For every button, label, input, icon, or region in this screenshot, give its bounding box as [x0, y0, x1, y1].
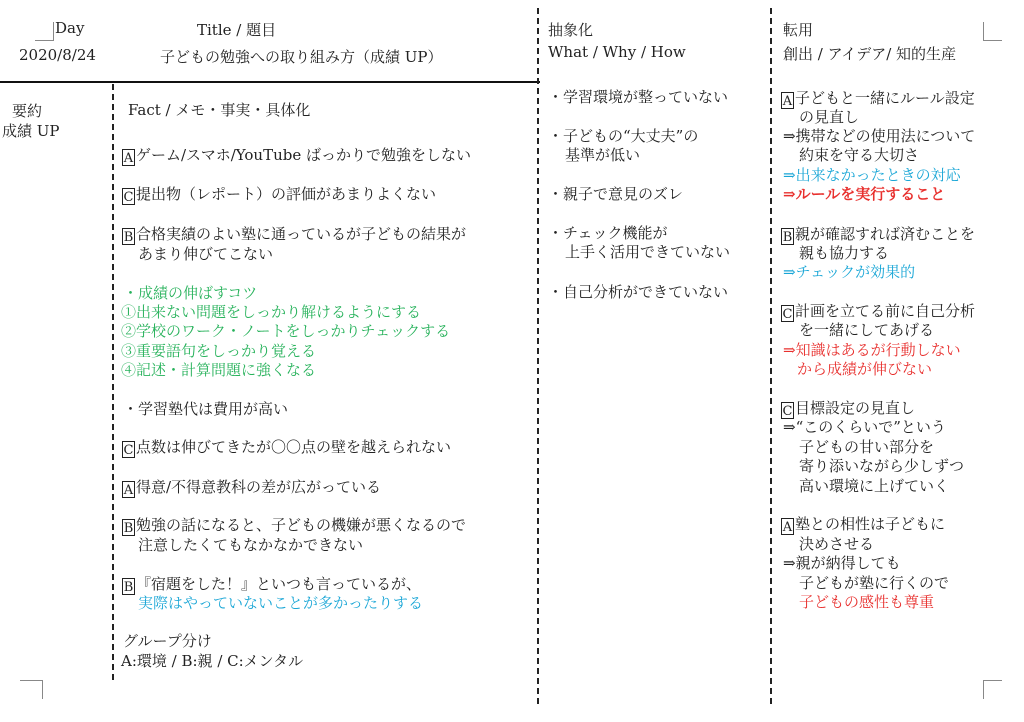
transfer-text-emphasis: ⇒ルールを実行すること	[783, 185, 946, 203]
transfer-heading: 転用	[783, 21, 814, 39]
transfer-subheading: 創出 / アイデア/ 知的生産	[783, 45, 957, 63]
group-tag: C	[782, 404, 793, 419]
transfer-text: 子どもが塾に行くので	[799, 574, 950, 592]
transfer-text: を一緒にしてあげる	[799, 321, 935, 339]
summary-divider	[112, 84, 114, 680]
abstract-item-continued: 基準が低い	[565, 146, 641, 164]
group-tag: B	[123, 230, 134, 245]
tip-item: ④記述・計算問題に強くなる	[121, 361, 317, 379]
fact-text-highlight: 実際はやっていないことが多かったりする	[138, 594, 424, 612]
transfer-text: 約束を守る大切さ	[799, 146, 920, 164]
fact-text-continued: 注意したくてもなかなかできない	[138, 536, 364, 554]
abstract-subheading: What / Why / How	[548, 43, 686, 61]
transfer-text: ⇒携帯などの使用法について	[783, 127, 976, 145]
tip-item: ③重要語句をしっかり覚える	[121, 342, 317, 360]
summary-text: 成績 UP	[2, 122, 60, 140]
transfer-text-highlight: 子どもの感性も尊重	[799, 593, 935, 611]
abstract-item: ・親子で意見のズレ	[548, 185, 684, 203]
transfer-item	[781, 88, 975, 109]
fact-item	[122, 437, 451, 458]
group-label: グループ分け	[123, 632, 212, 650]
transfer-item	[781, 301, 975, 322]
fact-item	[122, 515, 466, 536]
tip-item: ①出来ない問題をしっかり解けるようにする	[121, 303, 422, 321]
transfer-text: 計画を立てる前に自己分析	[795, 302, 976, 320]
abstract-item: ・チェック機能が	[548, 224, 668, 242]
transfer-text: 決めさせる	[799, 535, 875, 553]
transfer-text: ⇒親が納得しても	[783, 554, 901, 572]
crop-mark-bottom-right	[983, 680, 1002, 699]
transfer-text: 親も協力する	[799, 244, 890, 262]
page-title: 子どもの勉強への取り組み方（成績 UP）	[160, 48, 443, 66]
date-value: 2020/8/24	[19, 46, 96, 64]
group-tag: C	[123, 190, 134, 205]
group-text: A:環境 / B:親 / C:メンタル	[121, 652, 304, 670]
transfer-text-highlight: から成績が伸びない	[797, 360, 933, 378]
tip-item: ②学校のワーク・ノートをしっかりチェックする	[121, 322, 451, 340]
fact-text: 合格実績のよい塾に通っているが子どもの結果が	[136, 225, 467, 243]
group-tag: C	[782, 307, 793, 322]
title-label: Title / 題目	[197, 21, 277, 39]
fact-item	[122, 477, 381, 498]
transfer-text: 子どもと一緒にルール設定	[795, 89, 975, 107]
fact-text: 得意/不得意教科の差が広がっている	[136, 478, 382, 496]
day-label: Day	[55, 19, 85, 37]
transfer-item	[781, 224, 975, 245]
fact-text: 勉強の話になると、子どもの機嫌が悪くなるので	[136, 516, 467, 534]
transfer-text: 塾との相性は子どもに	[795, 515, 946, 533]
group-tag: A	[782, 94, 793, 109]
group-tag: B	[123, 521, 134, 536]
fact-text: 『宿題をした！』といつも言っているが、	[136, 575, 422, 593]
transfer-text: 子どもの甘い部分を	[799, 438, 935, 456]
header-divider	[0, 81, 540, 83]
group-tag: C	[123, 443, 134, 458]
group-tag: A	[123, 151, 134, 166]
transfer-text: 寄り添いながら少しずつ	[799, 457, 965, 475]
fact-divider	[537, 8, 539, 704]
fact-heading: Fact / メモ・事実・具体化	[128, 101, 311, 119]
transfer-text: 目標設定の見直し	[795, 399, 916, 417]
group-tag: A	[123, 483, 134, 498]
transfer-text: ⇒“このくらいで”という	[783, 418, 946, 436]
fact-text: 提出物（レポート）の評価があまりよくない	[136, 185, 437, 203]
fact-text: ゲーム/スマホ/YouTube ばっかりで勉強をしない	[136, 146, 472, 164]
abstract-item: ・学習環境が整っていない	[548, 88, 729, 106]
summary-label: 要約	[12, 102, 43, 120]
group-tag: B	[782, 230, 793, 245]
transfer-text-highlight: ⇒出来なかったときの対応	[783, 166, 961, 184]
transfer-item	[781, 398, 915, 419]
transfer-item	[781, 514, 945, 535]
fact-item	[122, 224, 466, 245]
fact-item	[122, 574, 421, 595]
transfer-text-highlight: ⇒知識はあるが行動しない	[783, 341, 961, 359]
fact-text: 点数は伸びてきたが〇〇点の壁を越えられない	[136, 438, 452, 456]
abstract-item: ・子どもの“大丈夫”の	[548, 127, 699, 145]
abstract-divider	[770, 8, 772, 704]
abstract-item-continued: 上手く活用できていない	[565, 243, 731, 261]
fact-item	[122, 184, 436, 205]
crop-mark-top-right	[983, 22, 1002, 41]
transfer-text: 高い環境に上げていく	[799, 477, 950, 495]
crop-mark-bottom-left	[20, 680, 43, 699]
cost-note: ・学習塾代は費用が高い	[123, 400, 289, 418]
fact-text-continued: あまり伸びてこない	[138, 245, 274, 263]
group-tag: A	[782, 520, 793, 535]
fact-item	[122, 145, 471, 166]
transfer-text-highlight: ⇒チェックが効果的	[783, 263, 916, 281]
group-tag: B	[123, 580, 134, 595]
transfer-text: の見直し	[799, 108, 860, 126]
tips-heading: ・成績の伸ばすコツ	[123, 284, 258, 302]
crop-mark-top-left	[35, 22, 54, 41]
abstract-item: ・自己分析ができていない	[548, 283, 729, 301]
transfer-text: 親が確認すれば済むことを	[795, 225, 976, 243]
abstract-heading: 抽象化	[548, 21, 594, 39]
